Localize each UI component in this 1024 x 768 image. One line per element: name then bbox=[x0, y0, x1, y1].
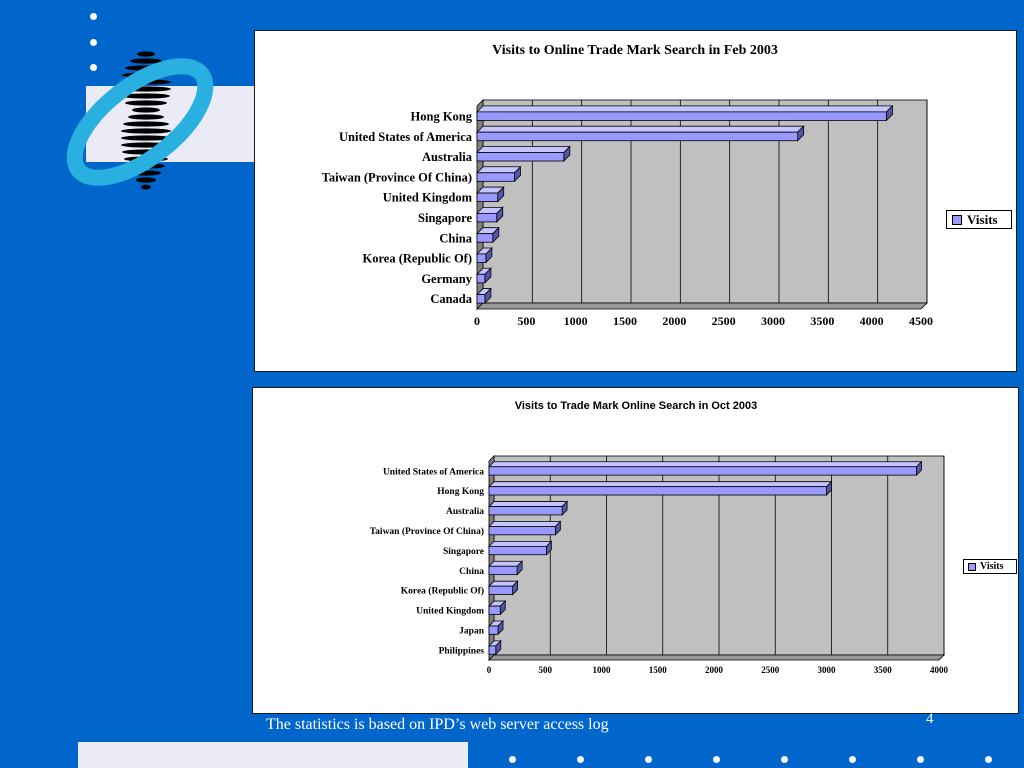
bar bbox=[477, 132, 798, 141]
bar bbox=[489, 646, 496, 654]
plot-floor bbox=[477, 303, 927, 309]
category-label: United States of America bbox=[339, 129, 472, 144]
bar bbox=[477, 295, 485, 304]
category-label: Singapore bbox=[418, 211, 472, 226]
category-label: United Kingdom bbox=[382, 190, 472, 205]
x-tick-label: 3500 bbox=[810, 314, 835, 328]
category-label: Australia bbox=[446, 507, 484, 518]
decor-dot bbox=[90, 39, 97, 46]
decor-dot bbox=[577, 756, 584, 763]
bar-top bbox=[489, 502, 567, 507]
bar bbox=[477, 274, 485, 283]
x-tick-label: 500 bbox=[538, 665, 552, 675]
legend-swatch bbox=[968, 563, 976, 571]
x-tick-label: 0 bbox=[474, 314, 480, 328]
decor-dot bbox=[645, 756, 652, 763]
category-label: Hong Kong bbox=[437, 487, 484, 498]
bar-top bbox=[477, 106, 892, 112]
decor-dot bbox=[713, 756, 720, 763]
bar-top bbox=[477, 146, 570, 152]
wipo-logo-icon bbox=[48, 48, 248, 198]
category-label: Korea (Republic Of) bbox=[400, 586, 484, 597]
bar bbox=[477, 254, 486, 263]
x-tick-label: 2000 bbox=[705, 665, 723, 675]
x-tick-label: 1500 bbox=[648, 665, 667, 675]
x-tick-label: 3500 bbox=[873, 665, 892, 675]
category-label: Australia bbox=[422, 150, 472, 165]
bar bbox=[489, 546, 546, 554]
bar bbox=[477, 152, 564, 161]
decor-dot bbox=[917, 756, 924, 763]
chart-legend bbox=[963, 559, 1017, 574]
x-tick-label: 2500 bbox=[711, 314, 736, 328]
x-tick-label: 4000 bbox=[930, 665, 948, 675]
footer-band bbox=[78, 742, 468, 768]
x-tick-label: 1000 bbox=[592, 665, 611, 675]
category-label: Canada bbox=[430, 292, 472, 307]
category-label: China bbox=[439, 231, 472, 246]
decor-dot bbox=[781, 756, 788, 763]
x-tick-label: 4000 bbox=[859, 314, 884, 328]
x-tick-label: 3000 bbox=[817, 665, 836, 675]
bar bbox=[489, 566, 517, 574]
x-tick-label: 3000 bbox=[761, 314, 785, 328]
page-number: 4 bbox=[926, 711, 934, 727]
x-tick-label: 500 bbox=[517, 314, 536, 328]
x-tick-label: 4500 bbox=[909, 314, 933, 328]
plot-floor bbox=[489, 655, 944, 660]
bar bbox=[477, 213, 497, 222]
bar-top bbox=[489, 521, 560, 526]
bar bbox=[477, 234, 493, 243]
x-tick-label: 0 bbox=[486, 665, 492, 675]
legend-label: Visits bbox=[980, 561, 1004, 572]
legend-label: Visits bbox=[967, 211, 998, 227]
bar bbox=[489, 526, 555, 534]
x-tick-label: 1500 bbox=[613, 314, 637, 328]
category-label: Singapore bbox=[442, 546, 484, 557]
decor-dot bbox=[509, 756, 516, 763]
legend-swatch bbox=[952, 215, 962, 225]
category-label: Philippines bbox=[438, 646, 484, 657]
bar-top bbox=[489, 541, 551, 546]
bar-top bbox=[477, 167, 520, 173]
chart-title: Visits to Online Trade Mark Search in Feb 2003 bbox=[492, 43, 778, 58]
bar bbox=[477, 193, 498, 202]
category-label: Hong Kong bbox=[410, 109, 472, 124]
bar bbox=[489, 467, 917, 475]
decor-dot bbox=[985, 756, 992, 763]
category-label: United States of America bbox=[382, 467, 484, 478]
category-label: Germany bbox=[421, 271, 472, 286]
chart-legend bbox=[946, 210, 1012, 229]
x-tick-label: 2500 bbox=[761, 665, 780, 675]
bar bbox=[489, 586, 513, 594]
category-label: Japan bbox=[459, 626, 484, 637]
decor-dot bbox=[90, 13, 97, 20]
bar-top bbox=[477, 126, 804, 132]
decor-dot bbox=[849, 756, 856, 763]
x-tick-label: 2000 bbox=[662, 314, 687, 328]
bar bbox=[489, 626, 498, 634]
category-label: Taiwan (Province Of China) bbox=[369, 526, 484, 537]
bar bbox=[489, 507, 562, 515]
category-label: Korea (Republic Of) bbox=[362, 251, 472, 266]
category-label: United Kingdom bbox=[416, 606, 484, 617]
bar bbox=[489, 606, 500, 614]
x-tick-label: 1000 bbox=[563, 314, 588, 328]
chart-feb-2003 bbox=[254, 30, 1017, 372]
category-label: China bbox=[459, 566, 484, 577]
footer-caption: The statistics is based on IPD’s web server access log bbox=[266, 716, 609, 733]
bar-top bbox=[489, 561, 522, 566]
chart-title: Visits to Trade Mark Online Search in Oct 2003 bbox=[514, 400, 758, 412]
category-label: Taiwan (Province Of China) bbox=[321, 170, 472, 185]
bar bbox=[477, 112, 886, 121]
chart-oct-2003 bbox=[252, 387, 1019, 714]
bar bbox=[489, 487, 827, 495]
bar bbox=[477, 173, 514, 182]
bar-top bbox=[489, 482, 832, 487]
bar-top bbox=[489, 462, 922, 467]
